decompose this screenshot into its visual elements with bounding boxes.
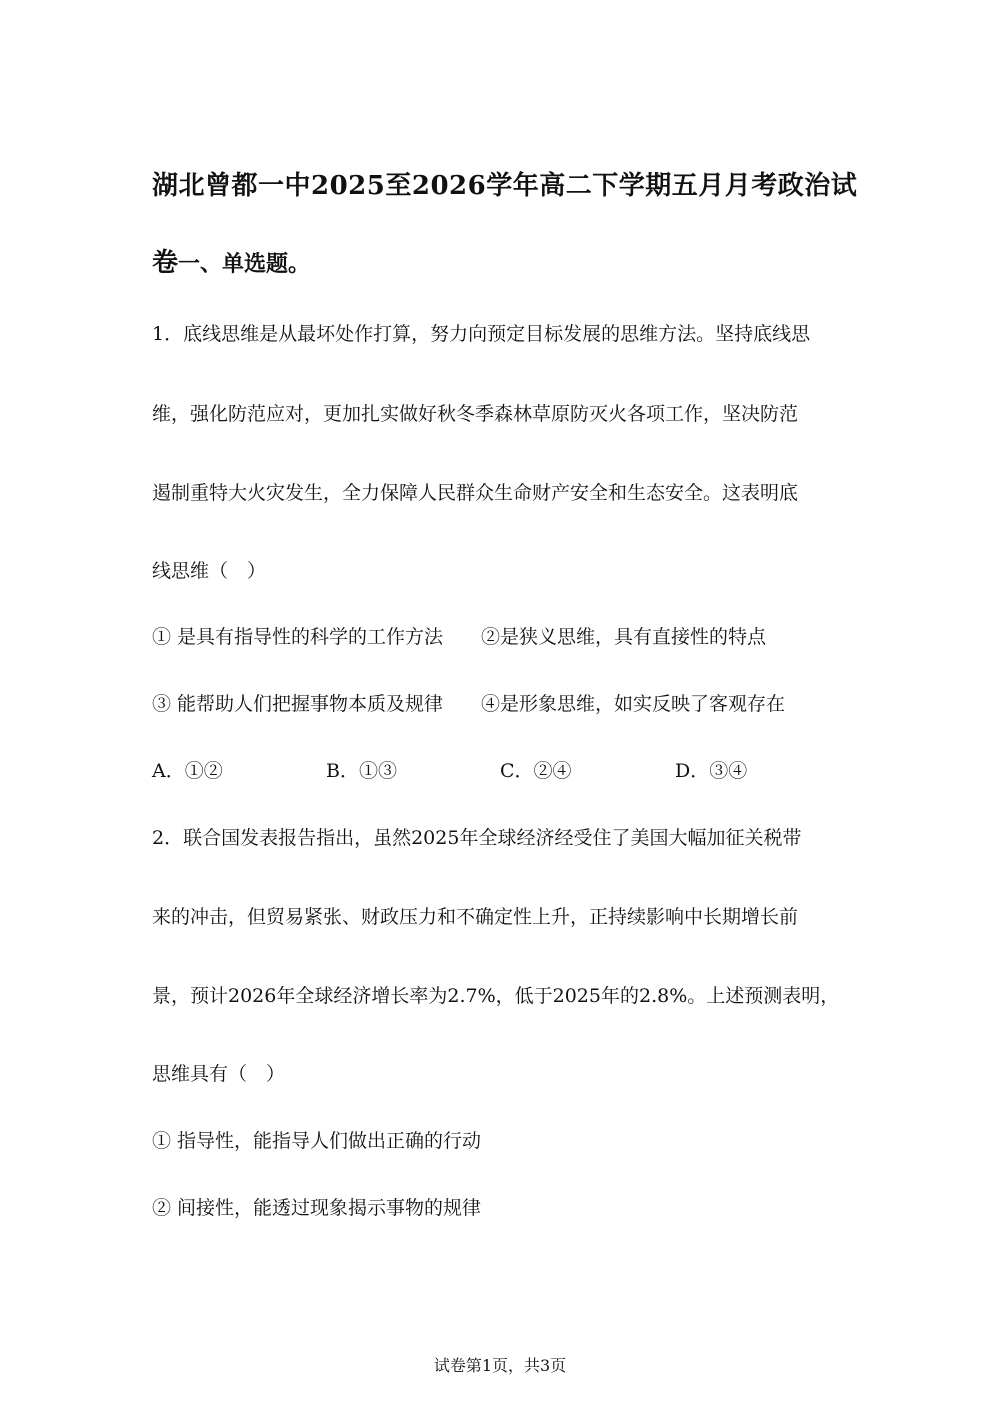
q2-line-4: 思维具有（ ） — [152, 1063, 286, 1085]
q1-statement-1: ① 是具有指导性的科学的工作方法 ②是狭义思维，具有直接性的特点 — [152, 626, 767, 648]
choice-c[interactable]: C．②④ — [500, 760, 572, 782]
q1-line-1: 1．底线思维是从最坏处作打算，努力向预定目标发展的思维方法。坚持底线思 — [152, 323, 811, 345]
q2-line-2: 来的冲击，但贸易紧张、财政压力和不确定性上升，正持续影响中长期增长前 — [152, 906, 799, 928]
page-footer: 试卷第1页，共3页 — [433, 1356, 567, 1375]
choice-d[interactable]: D．③④ — [675, 760, 748, 782]
q1-line-2: 维，强化防范应对，更加扎实做好秋冬季森林草原防灭火各项工作，坚决防范 — [152, 403, 799, 425]
q2-line-1: 2．联合国发表报告指出，虽然2025年全球经济经受住了美国大幅加征关税带 — [152, 827, 802, 849]
section-heading — [152, 246, 310, 281]
title-continuation: 卷 — [152, 248, 179, 278]
q1-line-4: 线思维（ ） — [152, 560, 267, 582]
q2-statement-1: ① 指导性，能指导人们做出正确的行动 — [152, 1130, 482, 1152]
section-label: 一、单选题。 — [178, 251, 311, 277]
choice-a[interactable]: A．①② — [152, 760, 223, 782]
q2-line-3: 景，预计2026年全球经济增长率为2.7%，低于2025年的2.8%。上述预测表明， — [152, 985, 840, 1007]
q1-line-3: 遏制重特大火灾发生，全力保障人民群众生命财产安全和生态安全。这表明底 — [152, 482, 799, 504]
exam-title: 湖北曾都一中2025至2026学年高二下学期五月月考政治试 — [152, 171, 858, 201]
q2-statement-2: ② 间接性，能透过现象揭示事物的规律 — [152, 1197, 482, 1219]
choice-b[interactable]: B．①③ — [326, 760, 397, 782]
q1-statement-2: ③ 能帮助人们把握事物本质及规律 ④是形象思维，如实反映了客观存在 — [152, 693, 786, 715]
q1-choices — [152, 757, 852, 785]
